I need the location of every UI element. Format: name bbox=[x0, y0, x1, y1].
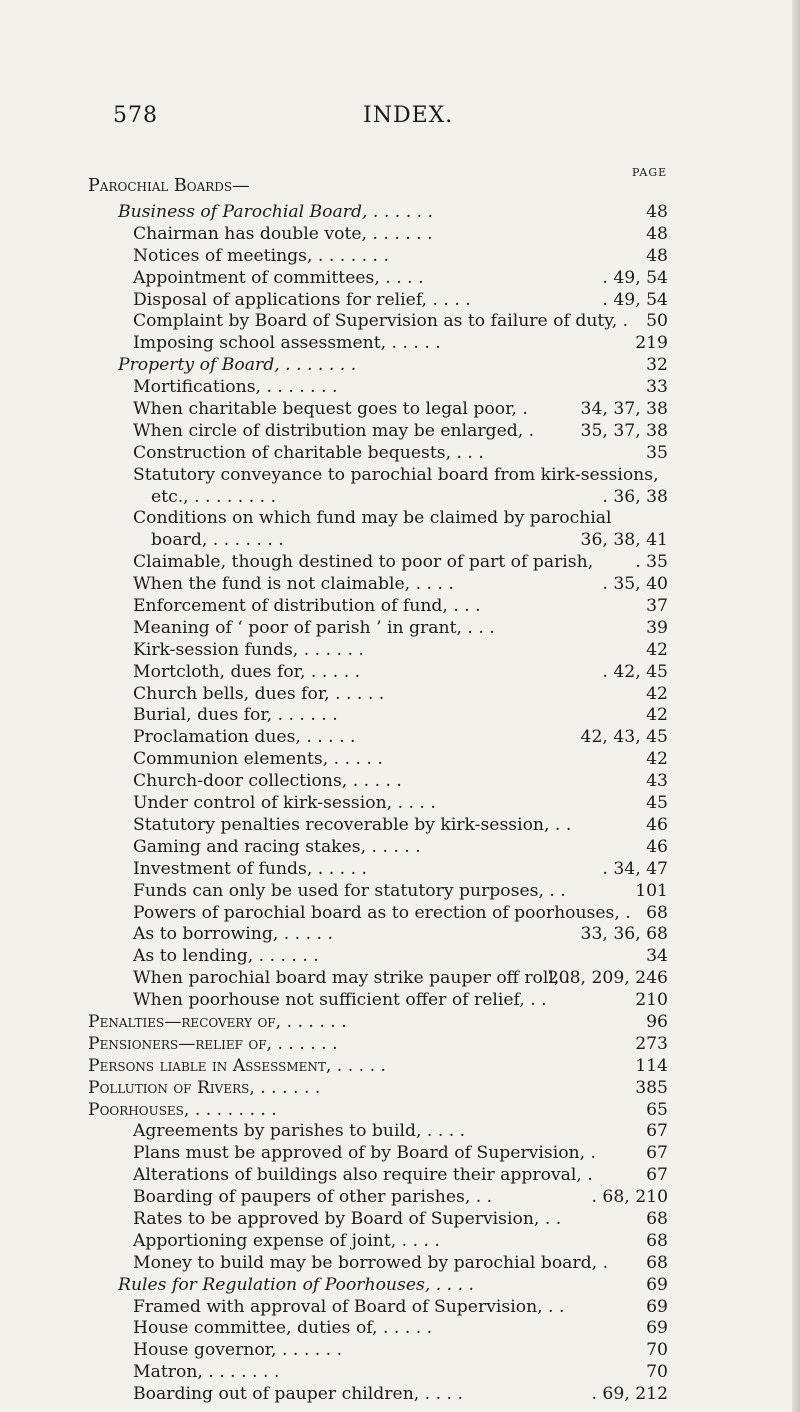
entry-text: Chairman has double vote, . . . . . . bbox=[133, 223, 433, 244]
entry-pages: 42 bbox=[646, 749, 668, 770]
entry-text: Disposal of applications for relief, . . . . bbox=[133, 289, 471, 310]
index-entry bbox=[0, 399, 800, 421]
entry-pages: 42 bbox=[646, 683, 668, 704]
entry-pages: 385 bbox=[635, 1077, 668, 1098]
entry-pages: 42 bbox=[646, 639, 668, 660]
index-entry bbox=[0, 1143, 800, 1165]
entry-pages: . 36, 38 bbox=[602, 486, 668, 507]
entry-text: Conditions on which fund may be claimed by parochial bbox=[133, 508, 612, 529]
index-entry bbox=[0, 640, 800, 662]
entry-pages: 69 bbox=[646, 1296, 668, 1317]
entry-text: Claimable, though destined to poor of part of parish, bbox=[133, 552, 594, 573]
entry-text: Complaint by Board of Supervision as to failure of duty, . bbox=[133, 311, 629, 332]
index-entry bbox=[0, 1231, 800, 1253]
index-entry bbox=[0, 574, 800, 596]
entry-text: Property of Board, . . . . . . . bbox=[118, 355, 357, 376]
entry-text: Enforcement of distribution of fund, . . . bbox=[133, 596, 481, 617]
entry-text: House committee, duties of, . . . . . bbox=[133, 1318, 433, 1339]
index-entry bbox=[0, 355, 800, 377]
entry-pages: . 69, 212 bbox=[591, 1384, 668, 1405]
entry-pages: 46 bbox=[646, 836, 668, 857]
index-entry bbox=[0, 333, 800, 355]
entry-text: Persons liable in Assessment, . . . . . bbox=[88, 1055, 386, 1076]
index-entry bbox=[0, 1034, 800, 1056]
index-entry bbox=[0, 268, 800, 290]
entry-text: Gaming and racing stakes, . . . . . bbox=[133, 836, 421, 857]
index-entries bbox=[0, 202, 800, 1406]
entry-text: House governor, . . . . . . bbox=[133, 1340, 343, 1361]
entry-text: Construction of charitable bequests, . . . bbox=[133, 442, 484, 463]
index-entry bbox=[0, 968, 800, 990]
entry-pages: 46 bbox=[646, 814, 668, 835]
index-entry bbox=[0, 1056, 800, 1078]
entry-pages: 65 bbox=[646, 1099, 668, 1120]
index-entry bbox=[0, 684, 800, 706]
entry-text: etc., . . . . . . . . bbox=[151, 486, 277, 507]
entry-pages: 70 bbox=[646, 1362, 668, 1383]
entry-text: As to lending, . . . . . . bbox=[133, 946, 319, 967]
entry-text: Apportioning expense of joint, . . . . bbox=[133, 1230, 440, 1251]
index-entry bbox=[0, 443, 800, 465]
entry-pages: 33, 36, 68 bbox=[580, 924, 668, 945]
index-entry bbox=[0, 202, 800, 224]
entry-text: Agreements by parishes to build, . . . . bbox=[133, 1121, 466, 1142]
entry-text: Imposing school assessment, . . . . . bbox=[133, 333, 441, 354]
entry-pages: 35 bbox=[646, 442, 668, 463]
entry-pages: 48 bbox=[646, 202, 668, 222]
entry-pages: 50 bbox=[646, 311, 668, 332]
entry-pages: 68 bbox=[646, 902, 668, 923]
entry-pages: 69 bbox=[646, 1274, 668, 1295]
entry-pages: 35, 37, 38 bbox=[580, 420, 668, 441]
entry-text: Statutory conveyance to parochial board from kirk-sessions, bbox=[133, 464, 659, 485]
entry-text: When poorhouse not sufficient offer of relief, . . bbox=[133, 990, 547, 1011]
page-number: 578 bbox=[113, 103, 158, 128]
index-entry bbox=[0, 903, 800, 925]
entry-pages: . 42, 45 bbox=[602, 661, 668, 682]
entry-pages: 43 bbox=[646, 771, 668, 792]
entry-text: Investment of funds, . . . . . bbox=[133, 858, 367, 879]
entry-text: Rules for Regulation of Poorhouses, . . . . bbox=[118, 1274, 474, 1295]
entry-pages: . 35, 40 bbox=[602, 574, 668, 595]
index-entry bbox=[0, 1253, 800, 1275]
entry-pages: 208, 209, 246 bbox=[547, 968, 668, 989]
index-entry bbox=[0, 946, 800, 968]
index-entry bbox=[0, 487, 800, 509]
entry-text: Alterations of buildings also require their approval, . bbox=[133, 1165, 593, 1186]
entry-pages: . 34, 47 bbox=[602, 858, 668, 879]
index-entry bbox=[0, 990, 800, 1012]
entry-pages: 101 bbox=[635, 880, 668, 901]
entry-pages: . 49, 54 bbox=[602, 289, 668, 310]
index-entry bbox=[0, 1078, 800, 1100]
index-entry bbox=[0, 1362, 800, 1384]
entry-text: Penalties—recovery of, . . . . . . bbox=[88, 1011, 347, 1032]
index-entry bbox=[0, 1318, 800, 1340]
entry-text: Poorhouses, . . . . . . . . bbox=[88, 1099, 277, 1120]
index-entry bbox=[0, 421, 800, 443]
entry-text: Mortcloth, dues for, . . . . . bbox=[133, 661, 361, 682]
entry-pages: 48 bbox=[646, 245, 668, 266]
index-entry bbox=[0, 662, 800, 684]
entry-text: Appointment of committees, . . . . bbox=[133, 267, 424, 288]
entry-pages: 32 bbox=[646, 355, 668, 376]
index-entry bbox=[0, 465, 800, 487]
index-entry bbox=[0, 618, 800, 640]
entry-text: Kirk-session funds, . . . . . . bbox=[133, 639, 364, 660]
index-entry bbox=[0, 508, 800, 530]
entry-pages: . 49, 54 bbox=[602, 267, 668, 288]
entry-pages: 70 bbox=[646, 1340, 668, 1361]
entry-pages: . 35 bbox=[635, 552, 668, 573]
index-entry bbox=[0, 552, 800, 574]
entry-pages: 219 bbox=[635, 333, 668, 354]
entry-text: Mortifications, . . . . . . . bbox=[133, 377, 338, 398]
index-entry bbox=[0, 881, 800, 903]
index-entry bbox=[0, 1209, 800, 1231]
entry-text: Communion elements, . . . . . bbox=[133, 749, 383, 770]
entry-pages: 68 bbox=[646, 1230, 668, 1251]
entry-pages: 36, 38, 41 bbox=[580, 530, 668, 551]
entry-pages: 34 bbox=[646, 946, 668, 967]
entry-text: Meaning of ‘ poor of parish ’ in grant, . . . bbox=[133, 617, 495, 638]
index-entry bbox=[0, 793, 800, 815]
entry-text: Plans must be approved of by Board of Supervision, . bbox=[133, 1143, 597, 1164]
entry-pages: 67 bbox=[646, 1121, 668, 1142]
entry-pages: 210 bbox=[635, 990, 668, 1011]
index-entry bbox=[0, 749, 800, 771]
entry-text: board, . . . . . . . bbox=[151, 530, 284, 551]
entry-text: Pensioners—relief of, . . . . . . bbox=[88, 1033, 338, 1054]
entry-pages: 33 bbox=[646, 377, 668, 398]
index-entry bbox=[0, 837, 800, 859]
entry-text: Business of Parochial Board, . . . . . . bbox=[118, 202, 434, 222]
entry-pages: 67 bbox=[646, 1143, 668, 1164]
entry-text: Boarding out of pauper children, . . . . bbox=[133, 1384, 463, 1405]
index-entry bbox=[0, 290, 800, 312]
entry-pages: 34, 37, 38 bbox=[580, 399, 668, 420]
index-entry bbox=[0, 377, 800, 399]
entry-text: When parochial board may strike pauper off roll, . bbox=[133, 968, 571, 989]
entry-text: Matron, . . . . . . . bbox=[133, 1362, 280, 1383]
index-entry bbox=[0, 1340, 800, 1362]
entry-text: Proclamation dues, . . . . . bbox=[133, 727, 356, 748]
entry-pages: 39 bbox=[646, 617, 668, 638]
entry-text: Funds can only be used for statutory purposes, . . bbox=[133, 880, 566, 901]
entry-text: Boarding of paupers of other parishes, . . bbox=[133, 1187, 493, 1208]
index-entry bbox=[0, 727, 800, 749]
entry-pages: 67 bbox=[646, 1165, 668, 1186]
entry-text: Church bells, dues for, . . . . . bbox=[133, 683, 385, 704]
entry-pages: 37 bbox=[646, 596, 668, 617]
entry-pages: . 68, 210 bbox=[591, 1187, 668, 1208]
entry-text: Burial, dues for, . . . . . . bbox=[133, 705, 338, 726]
entry-pages: 42, 43, 45 bbox=[580, 727, 668, 748]
index-entry bbox=[0, 596, 800, 618]
index-entry bbox=[0, 859, 800, 881]
entry-text: When charitable bequest goes to legal poor, . bbox=[133, 399, 528, 420]
entry-pages: 48 bbox=[646, 223, 668, 244]
index-entry bbox=[0, 1100, 800, 1122]
entry-text: Pollution of Rivers, . . . . . . bbox=[88, 1077, 321, 1098]
entry-pages: 114 bbox=[635, 1055, 668, 1076]
entry-text: As to borrowing, . . . . . bbox=[133, 924, 333, 945]
index-entry bbox=[0, 1297, 800, 1319]
entry-pages: 96 bbox=[646, 1011, 668, 1032]
entry-text: Money to build may be borrowed by parochial board, . bbox=[133, 1252, 609, 1273]
index-entry bbox=[0, 771, 800, 793]
section-heading: Parochial Boards— bbox=[88, 176, 250, 196]
entry-pages: 68 bbox=[646, 1208, 668, 1229]
index-entry bbox=[0, 705, 800, 727]
entry-pages: 68 bbox=[646, 1252, 668, 1273]
index-entry bbox=[0, 1121, 800, 1143]
entry-text: Rates to be approved by Board of Supervision, . . bbox=[133, 1208, 562, 1229]
index-entry bbox=[0, 1187, 800, 1209]
index-entry bbox=[0, 311, 800, 333]
index-entry bbox=[0, 246, 800, 268]
entry-text: Church-door collections, . . . . . bbox=[133, 771, 402, 792]
entry-pages: 42 bbox=[646, 705, 668, 726]
entry-text: Powers of parochial board as to erection of poorhouses, . bbox=[133, 902, 631, 923]
entry-pages: 45 bbox=[646, 793, 668, 814]
index-entry bbox=[0, 1384, 800, 1406]
index-entry bbox=[0, 530, 800, 552]
entry-text: Statutory penalties recoverable by kirk-session, . . bbox=[133, 814, 572, 835]
page-column-label: PAGE bbox=[632, 166, 668, 179]
entry-text: When circle of distribution may be enlarged, . bbox=[133, 420, 535, 441]
index-entry bbox=[0, 924, 800, 946]
entry-text: Framed with approval of Board of Supervision, . . bbox=[133, 1296, 565, 1317]
entry-pages: 69 bbox=[646, 1318, 668, 1339]
index-entry bbox=[0, 815, 800, 837]
index-entry bbox=[0, 1165, 800, 1187]
running-head: INDEX. bbox=[363, 103, 454, 128]
entry-text: When the fund is not claimable, . . . . bbox=[133, 574, 454, 595]
entry-text: Under control of kirk-session, . . . . bbox=[133, 793, 436, 814]
entry-text: Notices of meetings, . . . . . . . bbox=[133, 245, 389, 266]
index-entry bbox=[0, 1275, 800, 1297]
index-entry bbox=[0, 224, 800, 246]
index-entry bbox=[0, 1012, 800, 1034]
entry-pages: 273 bbox=[635, 1033, 668, 1054]
